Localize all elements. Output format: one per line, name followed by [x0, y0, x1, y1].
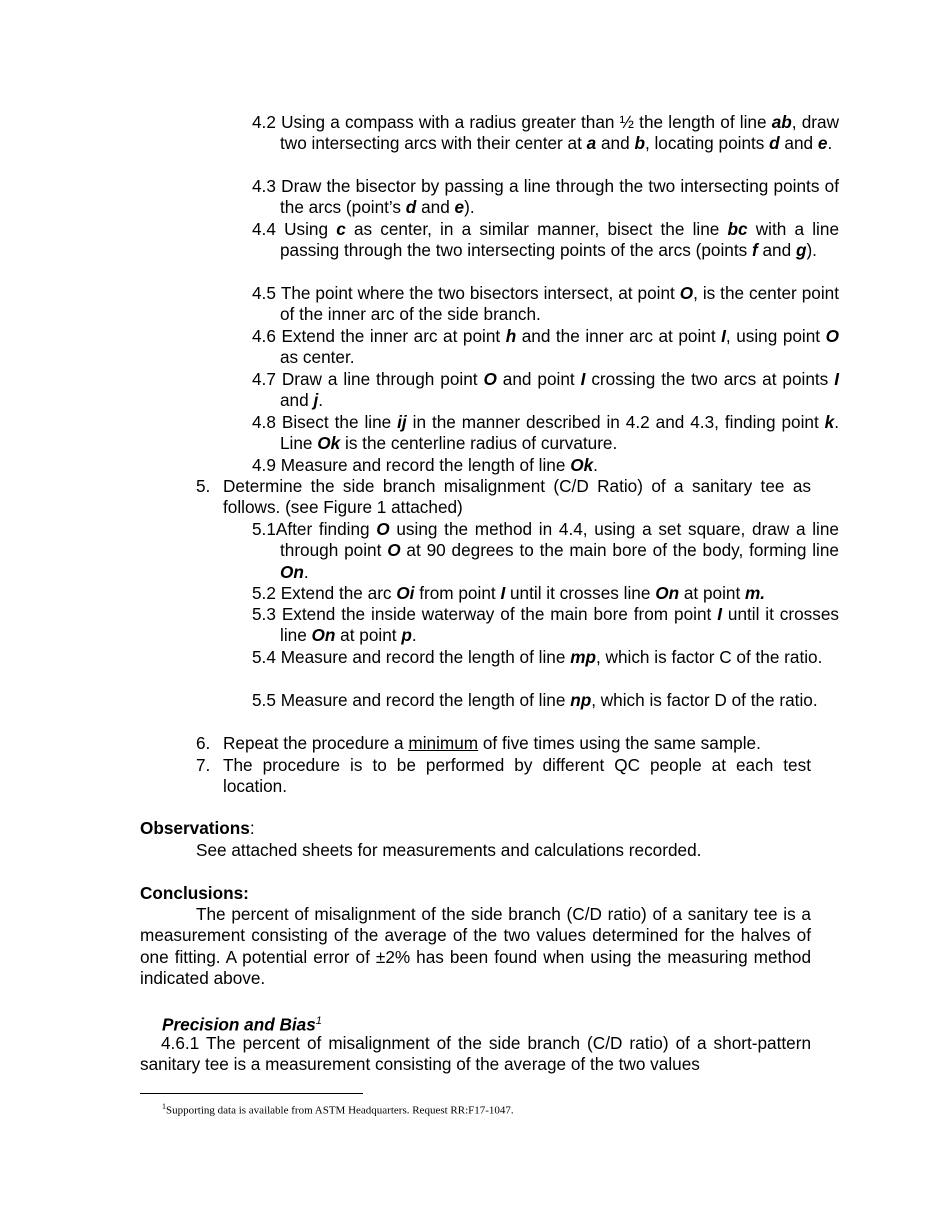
step-4-6: 4.6 Extend the inner arc at point h and the inner arc at point I, using point O as center.: [252, 326, 839, 368]
step-4-4: 4.4 Using c as center, in a similar manner, bisect the line bc with a line passing through the two intersecting points of the arcs (points f and g).: [252, 219, 839, 261]
precision-heading: Precision and Bias$^1$: [162, 1014, 322, 1035]
conclusions-heading: Conclusions:: [140, 883, 249, 903]
step-4-7: 4.7 Draw a line through point O and point I crossing the two arcs at points I and j.: [252, 369, 839, 411]
step-4-8: 4.8 Bisect the line ij in the manner described in 4.2 and 4.3, finding point k. Line Ok is the centerline radius of curvature.: [252, 412, 840, 454]
item-text: Repeat the procedure a minimum of five times using the same sample.: [223, 733, 761, 753]
step-4-9: 4.9 Measure and record the length of line Ok.: [252, 455, 598, 475]
step-4-5: 4.5 The point where the two bisectors intersect, at point O, is the center point of the inner arc of the side branch.: [252, 283, 839, 325]
item-number: 7.: [196, 755, 211, 775]
step-5-5: 5.5 Measure and record the length of line np, which is factor D of the ratio.: [252, 690, 818, 710]
footnote: $^1$Supporting data is available from ASTM Headquarters. Request RR:F17-1047.: [162, 1102, 514, 1117]
item-number: 6.: [196, 733, 211, 753]
precision-text: 4.6.1 The percent of misalignment of the side branch (C/D ratio) of a short-pattern sanitary tee is a measurement consisting of the average of the two values: [140, 1033, 812, 1075]
footnote-divider: [140, 1093, 363, 1094]
observations-heading: Observations:: [140, 818, 255, 838]
item-text: The procedure is to be performed by different QC people at each test location.: [223, 755, 811, 797]
step-5-3: 5.3 Extend the inside waterway of the main bore from point I until it crosses line On at point p.: [252, 604, 840, 646]
observations-text: See attached sheets for measurements and calculations recorded.: [196, 840, 702, 860]
list-item-5: [196, 476, 811, 519]
list-item-6: [196, 733, 811, 754]
step-5-4: 5.4 Measure and record the length of line mp, which is factor C of the ratio.: [252, 647, 823, 667]
step-4-3: 4.3 Draw the bisector by passing a line through the two intersecting points of the arcs (point’s d and e).: [252, 176, 839, 218]
conclusions-text: The percent of misalignment of the side branch (C/D ratio) of a sanitary tee is a measurement consisting of the average of the two values determined for the halves of one fitting. A potential error of ±2% has been found when using the measuring method indicated above.: [140, 904, 811, 989]
list-item-7: [196, 755, 811, 798]
step-5-1: 5.1After finding O using the method in 4.4, using a set square, draw a line through point O at 90 degrees to the main bore of the body, forming line On.: [252, 519, 839, 582]
item-text: Determine the side branch misalignment (C/D Ratio) of a sanitary tee as follows. (see Figure 1 attached): [223, 476, 811, 518]
item-number: 5.: [196, 476, 211, 496]
step-4-2: 4.2 Using a compass with a radius greater than ½ the length of line ab, draw two intersecting arcs with their center at a and b, locating points d and e.: [252, 112, 839, 154]
step-5-2: 5.2 Extend the arc Oi from point I until it crosses line On at point m.: [252, 583, 766, 603]
